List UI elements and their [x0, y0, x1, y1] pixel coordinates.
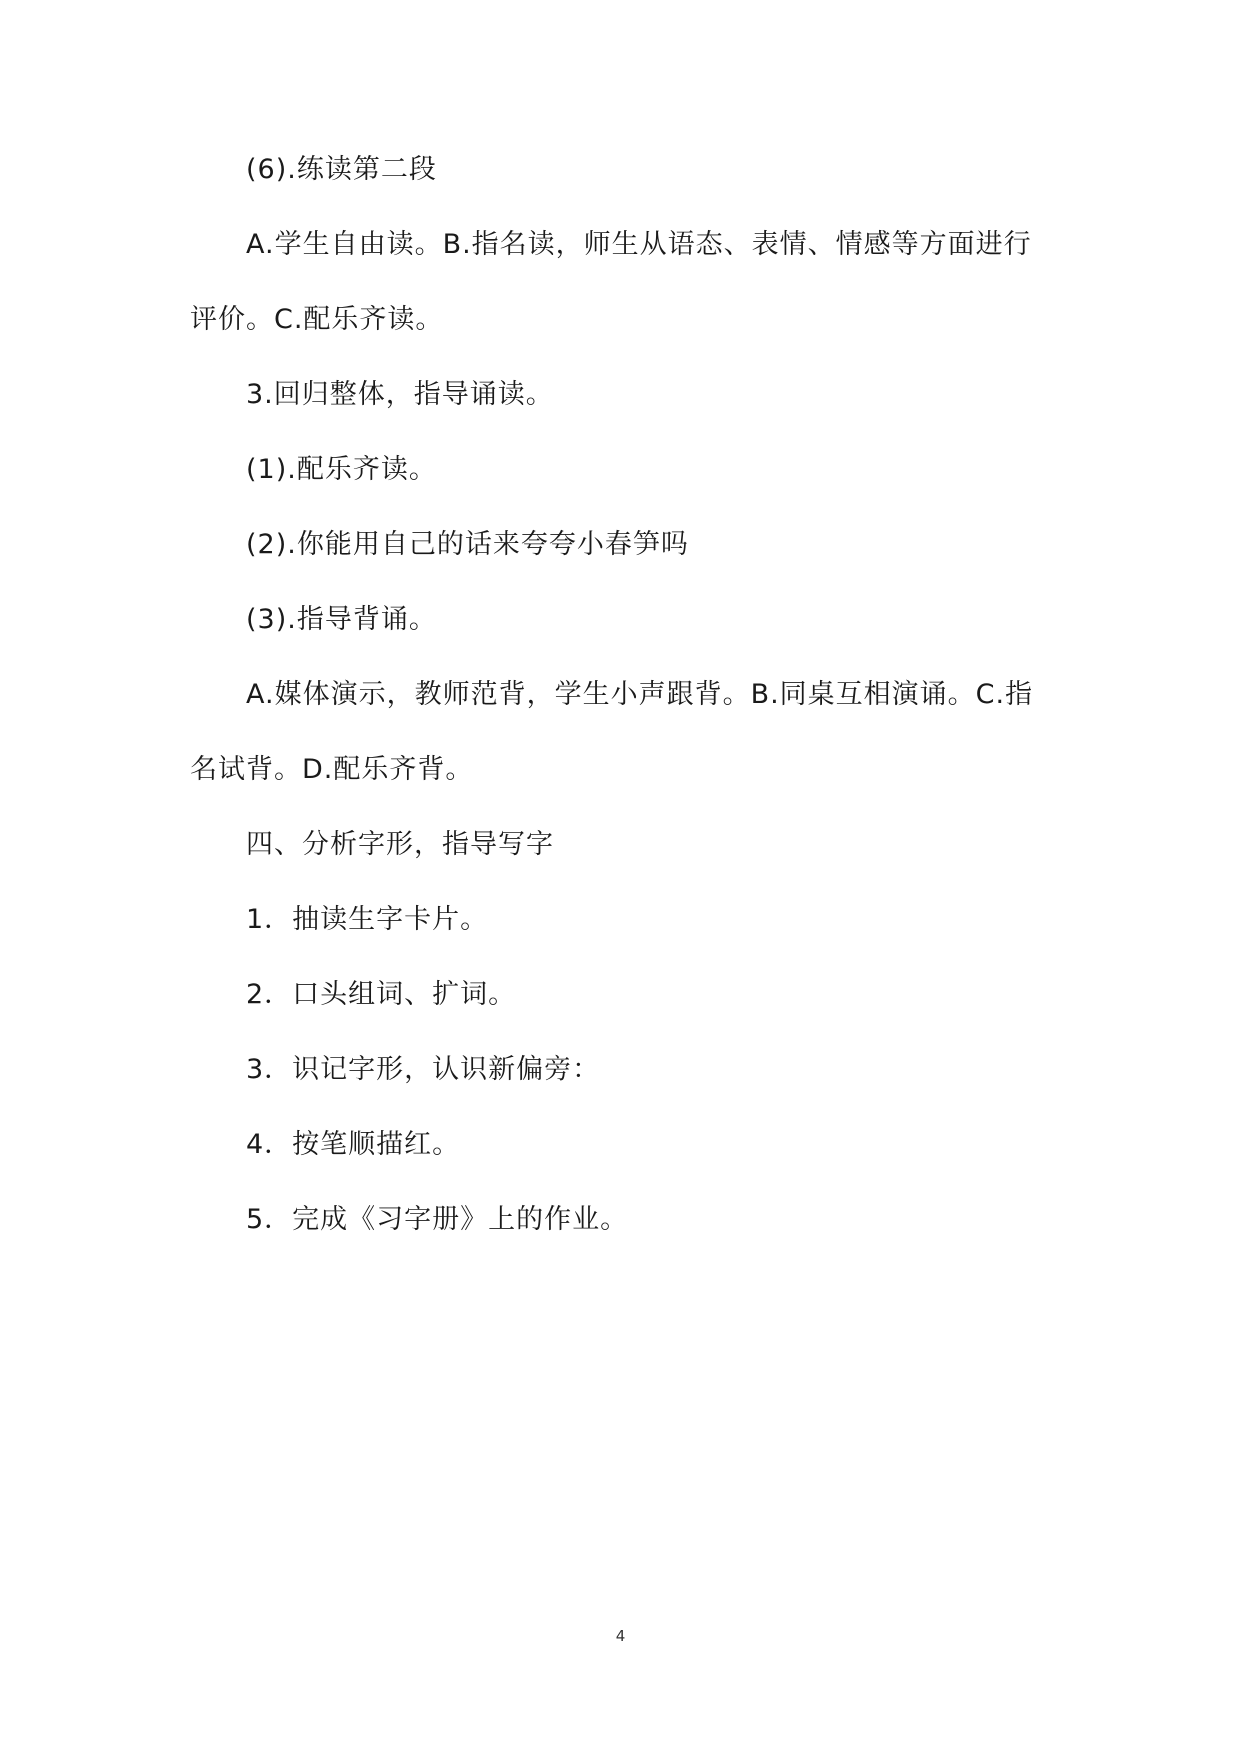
- list-item: 4．按笔顺描红。: [246, 1129, 461, 1160]
- paragraph-line: A.学生自由读。B.指名读，师生从语态、表情、情感等方面进行: [246, 229, 1032, 260]
- list-item: 5．完成《习字册》上的作业。: [246, 1204, 629, 1235]
- list-item: 1．抽读生字卡片。: [246, 904, 489, 935]
- paragraph-line: (3).指导背诵。: [246, 604, 437, 635]
- list-item: 2．口头组词、扩词。: [246, 979, 517, 1010]
- paragraph-line: (1).配乐齐读。: [246, 454, 437, 485]
- paragraph-line: (2).你能用自己的话来夸夸小春笋吗: [246, 529, 689, 560]
- section-heading: 四、分析字形，指导写字: [246, 829, 554, 860]
- paragraph-line: 名试背。D.配乐齐背。: [190, 754, 474, 785]
- page-number: 4: [615, 1627, 626, 1645]
- list-item: 3．识记字形，认识新偏旁：: [246, 1054, 601, 1085]
- paragraph-line: 3.回归整体，指导诵读。: [246, 379, 554, 410]
- paragraph-line: (6).练读第二段: [246, 154, 437, 185]
- paragraph-line: A.媒体演示，教师范背，学生小声跟背。B.同桌互相演诵。C.指: [246, 679, 1034, 710]
- paragraph-line: 评价。C.配乐齐读。: [190, 304, 444, 335]
